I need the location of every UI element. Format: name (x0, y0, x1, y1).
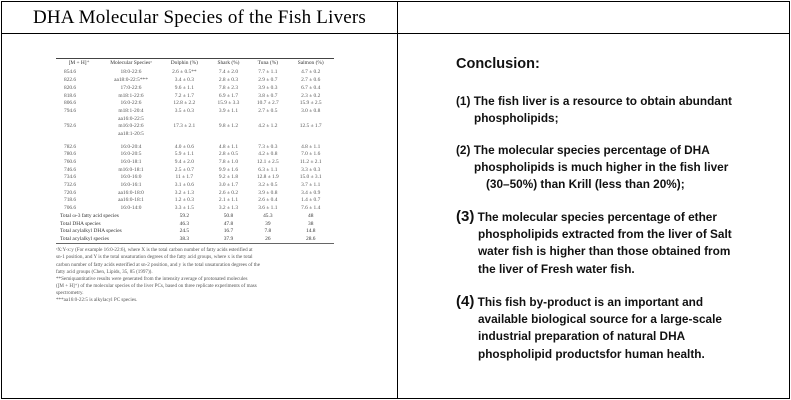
column-header: Shark (%) (217, 60, 240, 66)
table-cell: Total acylalkyl DHA species (60, 228, 122, 235)
footnote-line: ᵃX:Y-x:y (For example 16:0-22:6), where X is the total carbon number of fatty acids esterified at (56, 247, 253, 254)
table-cell: 718.6 (64, 197, 77, 204)
item-line: The molecular species percentage of DHA (473, 143, 710, 157)
total-row (56, 213, 334, 221)
table-cell: 2.7 ± 0.6 (301, 77, 321, 84)
table-cell: aa16:0-22:5 (118, 115, 144, 122)
table-cell: 3.0 ± 1.7 (218, 182, 239, 189)
item-line: the liver of Fresh water fish. (478, 261, 635, 276)
table-cell: 11.2 ± 2.1 (299, 159, 322, 165)
conclusion-item-1 (456, 93, 786, 127)
item-line: The fish liver is a resource to obtain abundant (473, 94, 732, 108)
table-cell: 3.2 ± 1.3 (174, 189, 194, 196)
conclusion-item-2 (456, 142, 786, 194)
table-cell: 50.8 (223, 212, 234, 219)
table-cell: 7.7 ± 1.1 (258, 69, 278, 76)
table-cell: aa18:1-20:5 (118, 130, 144, 137)
table-cell: 782.6 (64, 143, 77, 150)
table-cell: 16:0-14:0 (120, 205, 142, 212)
table-row (56, 182, 334, 190)
table-cell: 38.3 (179, 235, 190, 242)
table-cell: 47.8 (223, 220, 234, 227)
table-cell: 11 ± 1.7 (175, 174, 194, 181)
table-cell: Total DHA species (60, 220, 101, 227)
table-cell: 2.6 ± 0.2 (218, 189, 239, 196)
table-cell: 820.6 (64, 84, 77, 91)
item-line: available biological source for a large-scale (478, 312, 722, 327)
table-cell: 12.8 ± 1.9 (256, 174, 279, 181)
table-cell: 3.9 ± 0.8 (258, 189, 278, 196)
table-cell: m16:0-18:1 (118, 166, 144, 173)
table-cell (160, 115, 209, 123)
table-cell: 16:0-16:1 (120, 182, 142, 189)
table-cell (209, 131, 249, 139)
table-cell: 792.6 (64, 123, 77, 130)
table-cell: 2.8 ± 0.5 (218, 151, 239, 158)
table-row (56, 197, 334, 205)
table-cell: 24.5 (179, 228, 190, 235)
table-cell: 38 (308, 220, 314, 227)
table-row (56, 205, 334, 213)
table-cell: 2.9 ± 0.7 (258, 77, 278, 84)
table-cell: 4.2 ± 1.2 (258, 123, 278, 130)
item-number: (3) (456, 208, 475, 225)
table-bottom-rule (56, 243, 334, 244)
table-cell: 15.9 ± 2.5 (299, 100, 322, 107)
table-cell: 17.3 ± 2.1 (173, 123, 196, 130)
table-cell: 3.2 ± 0.5 (258, 182, 278, 189)
footnote-line: fatty acid groups (Chen, Lipids, 35, 85 (1997)). (56, 268, 153, 275)
table-cell: 16:0-20:5 (120, 151, 142, 158)
table-row (56, 69, 334, 77)
table-row (56, 174, 334, 182)
table-cell: 2.8 ± 0.3 (218, 77, 239, 84)
table-cell: m16:0-22:6 (118, 123, 144, 130)
table-cell: 9.8 ± 1.2 (218, 123, 239, 130)
table-row (56, 143, 334, 151)
item-line: The molecular species percentage of ether (477, 210, 717, 224)
table-cell: 17:0-22:6 (120, 84, 142, 91)
table-cell: 2.6 ± 0.4 (258, 197, 278, 204)
item-line: This fish by-product is an important and (477, 295, 704, 309)
table-row (56, 92, 334, 100)
table-cell: Total acylalkyl species (60, 235, 110, 242)
table-cell: 3.4 ± 0.9 (301, 189, 321, 196)
table-cell: 818.6 (64, 92, 77, 99)
table-cell: 3.7 ± 1.1 (301, 182, 321, 189)
total-row (56, 228, 334, 236)
table-cell: 720.6 (64, 189, 77, 196)
table-cell: 2.7 ± 0.5 (258, 107, 278, 114)
table-cell: 16:0-22:6 (120, 100, 142, 107)
table-cell: 7.8 ± 2.3 (218, 84, 239, 91)
table-cell: 16:0-16:0 (120, 174, 142, 181)
table-cell: 9.4 ± 2.0 (174, 159, 194, 165)
column-divider (397, 2, 398, 399)
footnote-line: carbon number of fatty acids esterified at sn-2 position, and y is the total unsaturation degrees of the (56, 261, 260, 268)
conclusion-panel (456, 56, 786, 361)
item-line: phospholipids extracted from the liver of Salt (478, 227, 732, 242)
table-cell: 854.6 (64, 69, 77, 76)
item-line: phospholipids is much higher in the fish liver (474, 160, 729, 175)
table-cell: 16.7 (223, 228, 234, 235)
table-cell: 794.6 (64, 107, 77, 114)
table-cell: 4.8 ± 1.1 (301, 143, 321, 150)
table-cell: 48 (308, 212, 314, 219)
table-row (56, 131, 334, 139)
table-cell: 28.6 (306, 235, 316, 242)
table-row (56, 166, 334, 174)
table-row (56, 100, 334, 108)
column-header: [M + H]⁺ (68, 60, 90, 66)
table-cell: 3.1 ± 0.6 (174, 182, 194, 189)
column-header: Dolphin (%) (170, 60, 198, 66)
table-cell: 3.3 ± 1.5 (174, 205, 194, 212)
table-cell: 4.8 ± 1.1 (218, 143, 239, 150)
table-cell: 12.1 ± 2.5 (256, 159, 279, 165)
table-cell: m18:1-20:4 (118, 107, 144, 114)
table-row (56, 108, 334, 116)
table-cell: aa16:0-18:0 (118, 189, 144, 196)
table-cell: 1.2 ± 0.3 (174, 197, 194, 204)
table-cell: 15.0 ± 3.1 (299, 174, 322, 181)
table-cell: 45.3 (263, 212, 273, 219)
item-line: (30–50%) than Krill (less than 20%); (486, 177, 685, 192)
table-cell: 1.4 ± 0.7 (301, 197, 321, 204)
table-row (56, 85, 334, 93)
table-cell: 3.2 ± 1.3 (218, 205, 239, 212)
table-cell: m18:1-22:6 (118, 92, 144, 99)
table-cell: 6.9 ± 1.7 (218, 92, 239, 99)
molecular-species-table (56, 59, 334, 243)
table-cell: 780.6 (64, 151, 77, 158)
table-cell: 822.6 (64, 77, 77, 84)
table-cell: 2.6 ± 0.5** (172, 69, 197, 76)
table-cell: 39 (265, 220, 271, 227)
table-row (56, 151, 334, 159)
slide-title: DHA Molecular Species of the Fish Livers (32, 6, 367, 28)
table-cell: 26 (265, 235, 271, 242)
table-footnotes (56, 247, 334, 304)
item-line: phospholipid productsfor human health. (478, 346, 705, 361)
table-cell: 12.5 ± 1.7 (299, 123, 322, 130)
table-cell: 3.5 ± 0.3 (174, 107, 194, 114)
table-cell: 806.6 (64, 100, 77, 107)
table-cell: 16:0-18:1 (120, 159, 142, 165)
table-cell: Total ω-3 fatty acid species (60, 212, 119, 219)
table-cell: aa18:0-22:5*** (114, 77, 148, 84)
item-line: industrial preparation of natural DHA (478, 329, 686, 344)
table-cell (248, 115, 287, 123)
table-cell: 9.9 ± 1.6 (218, 166, 239, 173)
item-line: water fish is higher than those obtained from (478, 244, 731, 259)
table-cell: 59.2 (179, 212, 190, 219)
table-cell (209, 115, 249, 123)
footnote-line: **Semiquantitative results were generated from the intensity average of protonated molecules (56, 275, 248, 282)
item-line: phospholipids; (474, 111, 559, 126)
table-cell: 2.1 ± 1.1 (218, 197, 239, 204)
table-cell (56, 131, 102, 139)
conclusion-item-4 (456, 293, 786, 363)
table-cell (56, 115, 102, 123)
table-row (56, 115, 334, 123)
table-cell: 3.9 ± 0.3 (258, 84, 278, 91)
table-cell: 7.4 ± 2.0 (218, 69, 239, 76)
header-row-divider (2, 33, 789, 34)
table-cell: 2.5 ± 0.7 (174, 166, 194, 173)
table-row (56, 123, 334, 131)
table-header-row (56, 59, 334, 69)
table-cell: 7.8 ± 1.0 (218, 159, 239, 165)
item-number: (4) (456, 293, 475, 310)
table-cell: 37.9 (223, 235, 234, 242)
table-cell: 46.3 (179, 220, 190, 227)
table-cell: 3.8 ± 0.7 (258, 92, 278, 99)
column-header: Salmon (%) (297, 60, 324, 66)
table-cell: 706.6 (64, 205, 77, 212)
total-row (56, 220, 334, 228)
table-row (56, 190, 334, 198)
table-cell: 7.2 ± 1.7 (174, 92, 194, 99)
footnote-line: ([M + H]⁺) of the molecular species of the liver PCs, based on three replicate experiments of mass (56, 282, 257, 289)
table-cell: 7.3 ± 0.3 (258, 143, 278, 150)
table-cell: 732.6 (64, 182, 77, 189)
table-row (56, 77, 334, 85)
table-cell: 9.2 ± 1.8 (218, 174, 239, 181)
table-cell: 4.2 ± 0.8 (258, 151, 278, 158)
footnote-line: ***aa16:0-22:5 is alkylacyl PC species. (56, 296, 138, 303)
column-header: Tuna (%) (257, 60, 278, 66)
table-cell: 3.0 ± 0.8 (301, 107, 321, 114)
table-cell: 10.7 ± 2.7 (256, 100, 279, 107)
table-cell: 6.7 ± 0.4 (301, 84, 321, 91)
table-cell: aa16:0-18:1 (118, 197, 144, 204)
table-cell: 4.0 ± 0.6 (174, 143, 194, 150)
conclusion-item-3 (456, 208, 786, 278)
total-row (56, 236, 334, 244)
table-cell: 746.6 (64, 166, 77, 173)
table-cell: 6.3 ± 1.1 (258, 166, 278, 173)
table-cell: 12.8 ± 2.2 (173, 100, 196, 107)
table-cell: 14.8 (306, 228, 316, 235)
footnote-line: spectrometry. (56, 289, 84, 296)
table-cell (287, 131, 334, 139)
table-cell (160, 131, 209, 139)
table-cell: 5.9 ± 1.1 (174, 151, 194, 158)
item-number: (1) (456, 94, 471, 108)
table-cell: 7.0 ± 1.6 (301, 151, 321, 158)
item-number: (2) (456, 143, 471, 157)
conclusion-heading: Conclusion: (456, 56, 540, 72)
table-cell: 7.8 (264, 228, 272, 235)
table-cell: 734.6 (64, 174, 77, 181)
table-cell (287, 115, 334, 123)
table-cell: 16:0-20:4 (120, 143, 142, 150)
table-cell: 2.3 ± 0.2 (301, 92, 321, 99)
table-cell: 3.4 ± 0.3 (174, 77, 194, 84)
footnote-line: sn-1 position, and Y is the total unsaturation degrees of the fatty acid groups, where x is the total (56, 254, 253, 261)
table-cell: 3.3 ± 0.3 (301, 166, 321, 173)
table-cell: 15.9 ± 3.3 (217, 100, 240, 107)
column-header: Molecular Speciesᵃ (110, 60, 152, 66)
table-cell: 9.6 ± 1.1 (174, 84, 194, 91)
table-cell: 4.7 ± 0.2 (301, 69, 321, 76)
table-cell (248, 131, 287, 139)
table-cell: 3.9 ± 1.1 (218, 107, 239, 114)
table-cell: 18:0-22:6 (120, 69, 142, 76)
table-cell: 7.6 ± 1.4 (301, 205, 321, 212)
table-cell: 760.6 (64, 159, 77, 165)
table-row (56, 159, 334, 167)
table-cell: 3.6 ± 1.1 (258, 205, 278, 212)
scanned-table-figure (56, 58, 334, 360)
